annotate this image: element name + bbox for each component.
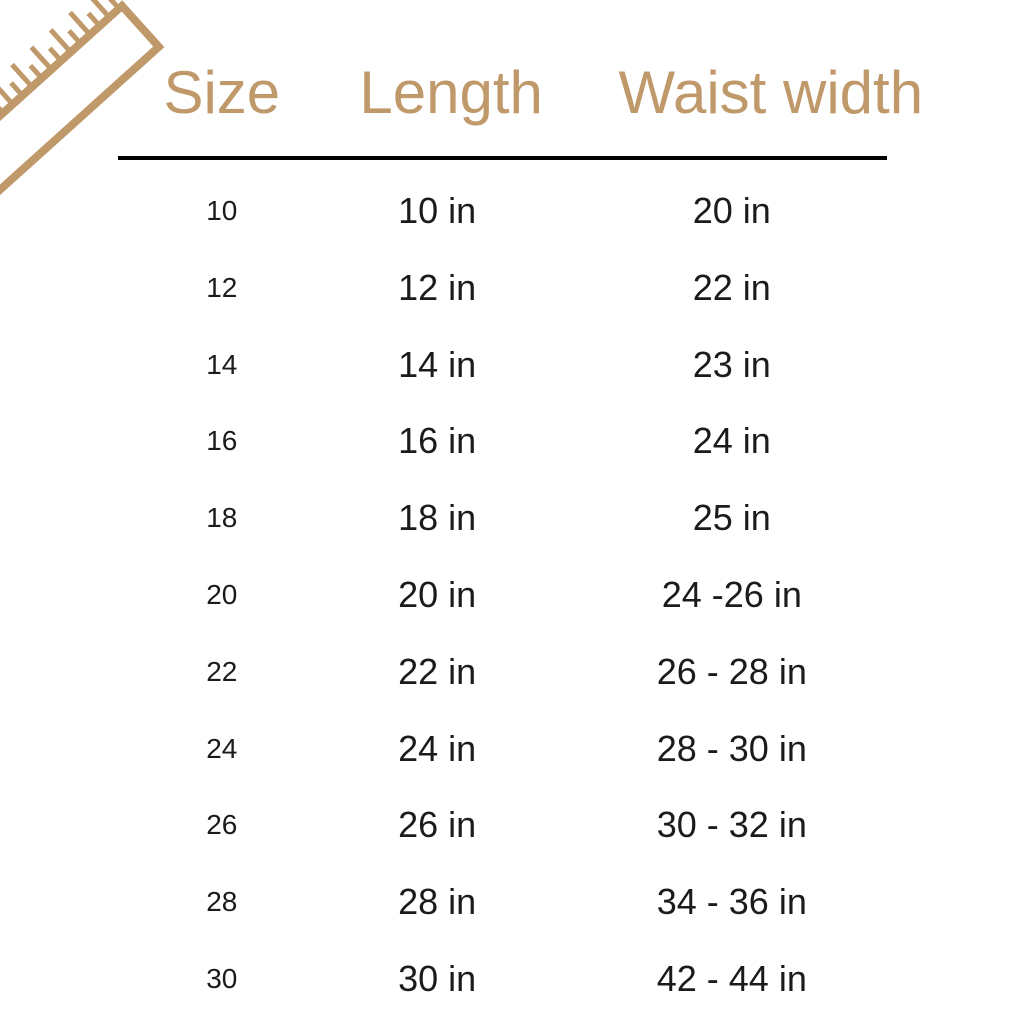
- table-row: [118, 176, 887, 246]
- table-row: [118, 637, 887, 707]
- header-divider: [118, 156, 887, 160]
- length-cell: 20 in: [398, 573, 477, 615]
- table-row: [118, 560, 887, 630]
- table-row: [118, 330, 887, 400]
- length-cell: 26 in: [398, 804, 477, 846]
- size-cell: 20: [206, 578, 238, 610]
- waist-cell: 20 in: [692, 190, 771, 231]
- column-header-waist: Waist width: [618, 59, 924, 126]
- length-cell: 12 in: [398, 266, 477, 308]
- waist-cell: 23 in: [692, 343, 771, 385]
- length-cell: 22 in: [398, 650, 477, 692]
- table-row: [118, 483, 887, 553]
- table-row: [118, 714, 887, 784]
- length-cell: 10 in: [398, 190, 477, 231]
- size-cell: 24: [206, 732, 238, 764]
- size-cell: 28: [206, 886, 238, 918]
- waist-cell: 30 - 32 in: [656, 804, 807, 846]
- table-row: [118, 790, 887, 860]
- column-header-length: Length: [359, 59, 543, 126]
- size-cell: 14: [206, 348, 238, 380]
- waist-cell: 28 - 30 in: [656, 727, 807, 769]
- size-cell: 12: [206, 271, 238, 303]
- waist-cell: 42 - 44 in: [656, 957, 807, 999]
- table-header: [118, 58, 924, 128]
- size-cell: 26: [206, 809, 238, 841]
- waist-cell: 24 in: [692, 420, 771, 462]
- size-cell: 30: [206, 962, 238, 994]
- table-row: [118, 944, 887, 1014]
- waist-cell: 34 - 36 in: [656, 881, 807, 923]
- length-cell: 24 in: [398, 727, 477, 769]
- size-cell: 22: [206, 655, 238, 687]
- table-row: [118, 253, 887, 323]
- length-cell: 28 in: [398, 881, 477, 923]
- table-row: [118, 867, 887, 937]
- length-cell: 14 in: [398, 343, 477, 385]
- waist-cell: 22 in: [692, 266, 771, 308]
- size-cell: 16: [206, 425, 238, 457]
- waist-cell: 25 in: [692, 497, 771, 539]
- column-header-size: Size: [163, 59, 281, 126]
- length-cell: 16 in: [398, 420, 477, 462]
- size-cell: 10: [206, 195, 238, 226]
- size-cell: 18: [206, 502, 238, 534]
- length-cell: 30 in: [398, 957, 477, 999]
- waist-cell: 26 - 28 in: [656, 650, 807, 692]
- length-cell: 18 in: [398, 497, 477, 539]
- waist-cell: 24 -26 in: [661, 573, 802, 615]
- table-row: [118, 406, 887, 476]
- table-body: [118, 176, 887, 1014]
